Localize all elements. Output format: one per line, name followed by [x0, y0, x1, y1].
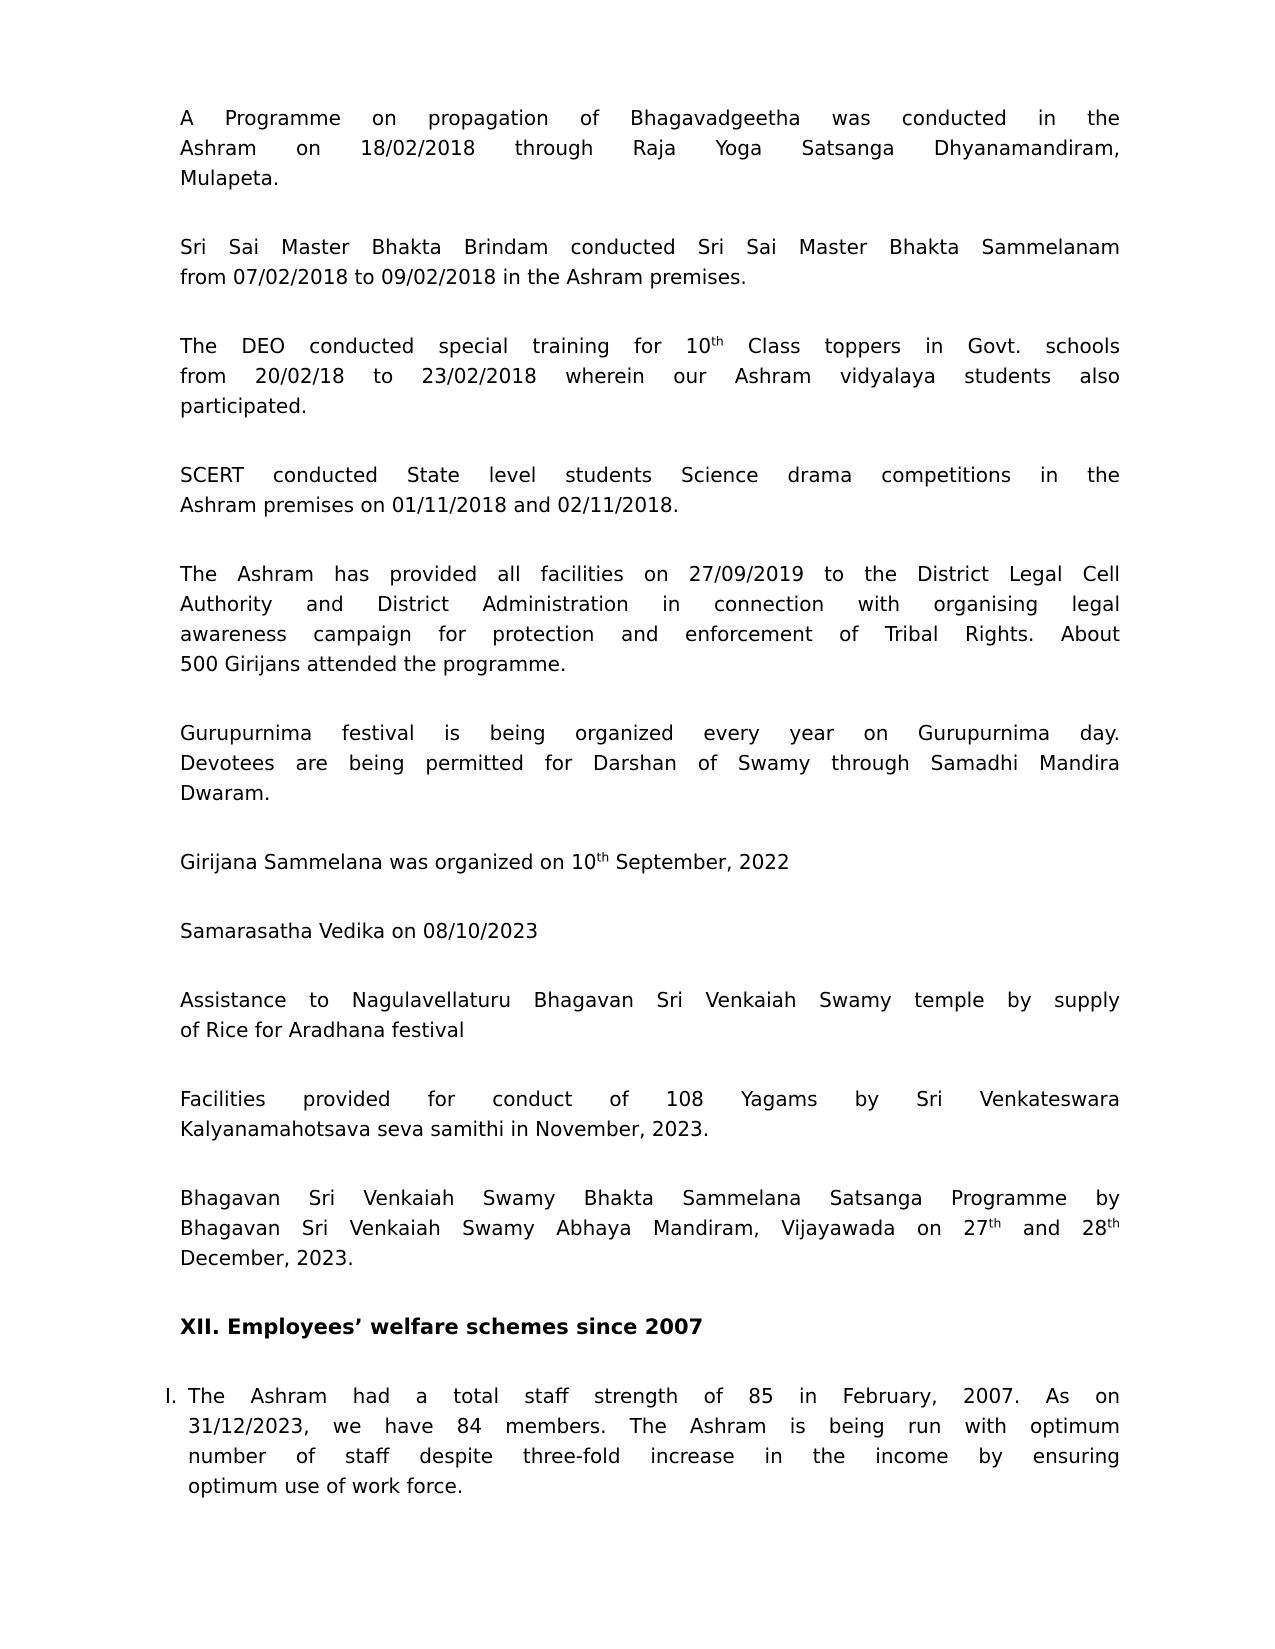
section-heading [180, 1312, 1120, 1342]
text-line: The Ashram has provided all facilities on 27/09/2019 to the District Legal Cell [180, 562, 1120, 586]
paragraph-1 [180, 103, 1120, 193]
text-line: Sri Sai Master Bhakta Brindam conducted Sri Sai Master Bhakta Sammelanam [180, 235, 1120, 259]
paragraph-4 [180, 460, 1120, 520]
text-line: Ashram premises on 01/11/2018 and 02/11/2018. [180, 493, 679, 517]
text-line: 31/12/2023, we have 84 members. The Ashram is being run with optimum [188, 1414, 1120, 1438]
text-block [165, 103, 1121, 1540]
text-line: optimum use of work force. [188, 1474, 464, 1498]
text-line: Bhagavan Sri Venkaiah Swamy Abhaya Mandiram, Vijayawada on 27th and 28th [180, 1215, 1120, 1240]
text-line: The DEO conducted special training for 10th Class toppers in Govt. schools [180, 333, 1121, 358]
paragraph-2 [180, 232, 1120, 292]
paragraph-3 [180, 331, 1120, 421]
paragraph-7 [180, 847, 1120, 877]
text-line: awareness campaign for protection and enforcement of Tribal Rights. About [180, 622, 1120, 646]
text-line: of Rice for Aradhana festival [180, 1018, 465, 1042]
text-line: participated. [180, 394, 308, 418]
text-line: Samarasatha Vedika on 08/10/2023 [180, 919, 539, 943]
text-line: Authority and District Administration in connection with organising legal [180, 592, 1120, 616]
paragraph-5 [180, 559, 1120, 679]
text-line: Assistance to Nagulavellaturu Bhagavan Sri Venkaiah Swamy temple by supply [180, 988, 1120, 1012]
superscript-ordinal: th [988, 1215, 1002, 1231]
text-line: Devotees are being permitted for Darshan of Swamy through Samadhi Mandira [180, 751, 1120, 775]
text-line: XII. Employees’ welfare schemes since 2007 [180, 1315, 704, 1339]
numbered-list-item [165, 1381, 1120, 1501]
text-line: Bhagavan Sri Venkaiah Swamy Bhakta Sammelana Satsanga Programme by [180, 1186, 1120, 1210]
text-line: A Programme on propagation of Bhagavadgeetha was conducted in the [180, 106, 1120, 130]
paragraph-10 [180, 1084, 1120, 1144]
superscript-ordinal: th [596, 849, 610, 865]
text-line: number of staff despite three-fold increase in the income by ensuring [188, 1444, 1120, 1468]
text-line: The Ashram had a total staff strength of 85 in February, 2007. As on [188, 1384, 1120, 1408]
paragraph-6 [180, 718, 1120, 808]
paragraph-9 [180, 985, 1120, 1045]
text-line: December, 2023. [180, 1246, 354, 1270]
list-marker: I. [165, 1384, 178, 1408]
text-line: SCERT conducted State level students Science drama competitions in the [180, 463, 1120, 487]
paragraph-8 [180, 916, 1120, 946]
text-line: 500 Girijans attended the programme. [180, 652, 567, 676]
text-line: Dwaram. [180, 781, 271, 805]
text-line: Facilities provided for conduct of 108 Yagams by Sri Venkateswara [180, 1087, 1120, 1111]
text-line: from 20/02/18 to 23/02/2018 wherein our Ashram vidyalaya students also [180, 364, 1120, 388]
text-line: Girijana Sammelana was organized on 10th September, 2022 [180, 849, 790, 874]
text-line: from 07/02/2018 to 09/02/2018 in the Ashram premises. [180, 265, 747, 289]
paragraph-11 [180, 1183, 1120, 1273]
text-line: Mulapeta. [180, 166, 280, 190]
text-line: Ashram on 18/02/2018 through Raja Yoga Satsanga Dhyanamandiram, [180, 136, 1120, 160]
text-line: Kalyanamahotsava seva samithi in November, 2023. [180, 1117, 710, 1141]
superscript-ordinal: th [1107, 1215, 1120, 1231]
text-line: Gurupurnima festival is being organized every year on Gurupurnima day. [180, 721, 1120, 745]
superscript-ordinal: th [711, 333, 724, 349]
